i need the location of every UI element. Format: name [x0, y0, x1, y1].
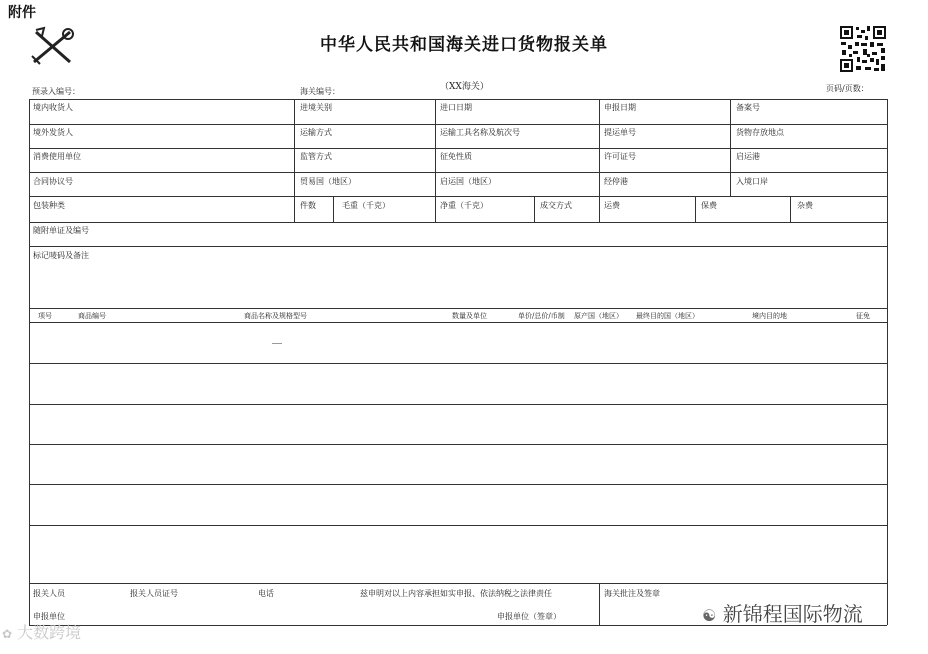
origin-country-label: 启运国（地区） [440, 177, 496, 186]
overseas-shipper-label: 境外发货人 [33, 128, 73, 137]
col-divider [435, 99, 436, 196]
gross-weight-label: 毛重（千克） [342, 201, 390, 210]
corner-watermark: ✿ 大数跨境 [2, 623, 82, 642]
transaction-mode-label: 成交方式 [540, 201, 572, 210]
attached-docs-label: 随附单证及编号 [33, 226, 89, 235]
tax-nature-label: 征免性质 [440, 152, 472, 161]
col-divider [599, 99, 600, 196]
entry-point-label: 入境口岸 [736, 177, 768, 186]
row-divider [29, 308, 887, 309]
storage-place-label: 货物存放地点 [736, 128, 784, 137]
marks-remarks-label: 标记唛码及备注 [33, 251, 89, 260]
qr-code-icon [839, 25, 887, 73]
contract-no-label: 合同协议号 [33, 177, 73, 186]
supervision-mode-label: 监管方式 [300, 152, 332, 161]
goods-line [29, 525, 887, 526]
goods-line [29, 363, 887, 364]
col-divider [333, 196, 334, 222]
goods-qty-unit-header: 数量及单位 [452, 312, 487, 320]
appendix-label: 附件 [8, 5, 36, 21]
row-divider [29, 246, 887, 247]
trade-country-label: 贸易国（地区） [300, 177, 356, 186]
brand-watermark: ☯ 新锦程国际物流 [702, 602, 863, 626]
goods-origin-header: 原产国（地区） [574, 312, 623, 320]
row-divider [29, 124, 887, 125]
misc-fee-label: 杂费 [797, 201, 813, 210]
domestic-consignee-label: 境内收货人 [33, 103, 73, 112]
package-type-label: 包装种类 [33, 201, 65, 210]
license-no-label: 许可证号 [604, 152, 636, 161]
declaration-statement: 兹申明对以上内容承担如实申报、依法纳税之法律责任 [360, 589, 552, 598]
declare-date-label: 申报日期 [604, 103, 636, 112]
transit-port-label: 经停港 [604, 177, 628, 186]
row-divider [29, 148, 887, 149]
phone-label: 电话 [258, 589, 274, 598]
preentry-no-label: 预录入编号： [32, 87, 80, 96]
col-divider [294, 99, 295, 196]
table-top-border [29, 99, 887, 100]
broker-label: 报关人员 [33, 589, 65, 598]
col-divider [790, 196, 791, 222]
net-weight-label: 净重（千克） [440, 201, 488, 210]
record-no-label: 备案号 [736, 103, 760, 112]
footer-top-border [29, 583, 887, 584]
col-divider [695, 196, 696, 222]
customs-no-label: 海关编号： [300, 87, 340, 96]
goods-seq-header: 项号 [38, 312, 52, 320]
col-divider [435, 196, 436, 222]
bill-of-lading-label: 提运单号 [604, 128, 636, 137]
row-divider [29, 172, 887, 173]
broker-cert-label: 报关人员证号 [130, 589, 178, 598]
goods-line [29, 444, 887, 445]
goods-line [29, 484, 887, 485]
goods-name-spec-header: 商品名称及规格型号 [244, 312, 307, 320]
customs-name: （XX海关） [440, 82, 489, 92]
row-divider [29, 196, 887, 197]
col-divider [534, 196, 535, 222]
entry-port-label: 进境关别 [300, 103, 332, 112]
departure-port-label: 启运港 [736, 152, 760, 161]
freight-label: 运费 [604, 201, 620, 210]
form-title: 中华人民共和国海关进口货物报关单 [320, 35, 608, 55]
goods-header-bottom [29, 322, 887, 323]
transport-mode-label: 运输方式 [300, 128, 332, 137]
watermark-logo-icon: ✿ [2, 627, 13, 641]
col-divider [730, 99, 731, 196]
row-divider [29, 222, 887, 223]
pieces-label: 件数 [300, 201, 316, 210]
goods-exemption-header: 征免 [856, 312, 870, 320]
col-divider [599, 196, 600, 222]
vessel-voyage-label: 运输工具名称及航次号 [440, 128, 520, 137]
col-divider [294, 196, 295, 222]
blank-mark [272, 343, 282, 344]
goods-destination-header: 最终目的国（地区） [636, 312, 699, 320]
table-left-border [29, 99, 30, 625]
table-right-border [887, 99, 888, 625]
goods-code-header: 商品编号 [78, 312, 106, 320]
declarant-unit-label: 申报单位 [33, 612, 65, 621]
insurance-label: 保费 [701, 201, 717, 210]
col-divider [599, 583, 600, 625]
goods-domestic-dest-header: 境内目的地 [752, 312, 787, 320]
customs-remark-label: 海关批注及签章 [604, 589, 660, 598]
wechat-icon: ☯ [702, 606, 717, 625]
consumer-unit-label: 消费使用单位 [33, 152, 81, 161]
declarant-seal-label: 申报单位（签章） [497, 612, 561, 621]
page-count-label: 页码/页数： [826, 84, 869, 93]
goods-price-header: 单价/总价/币制 [518, 312, 565, 320]
import-date-label: 进口日期 [440, 103, 472, 112]
goods-line [29, 404, 887, 405]
